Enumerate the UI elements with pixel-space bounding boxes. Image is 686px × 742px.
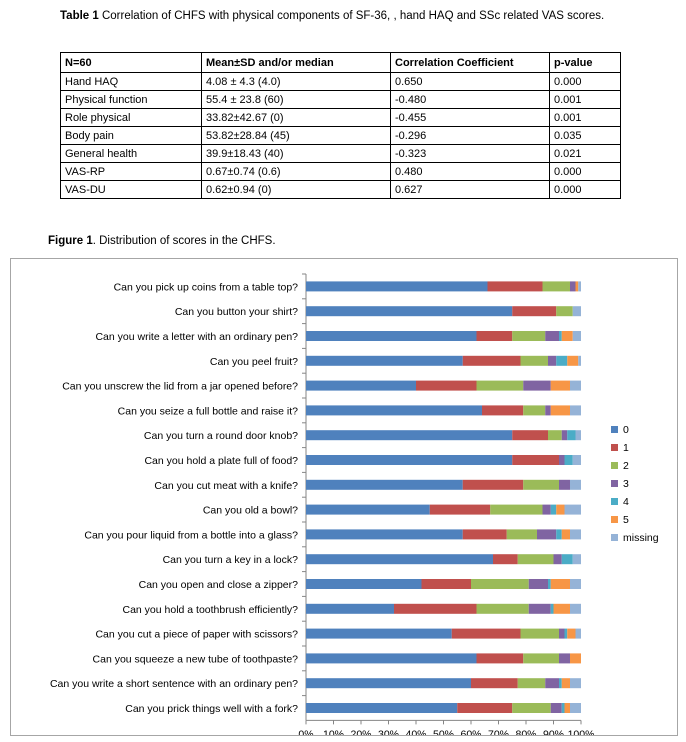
bar-segment-5 <box>554 604 571 614</box>
category-label: Can you pick up coins from a table top? <box>113 281 298 294</box>
bar-segment-4 <box>556 356 567 366</box>
bar-segment-1 <box>512 455 559 465</box>
legend-label: 5 <box>623 514 629 526</box>
bar-segment-missing <box>573 306 581 316</box>
table-cell: 53.82±28.84 (45) <box>202 127 391 145</box>
bar-segment-missing <box>576 629 582 639</box>
table-cell: 4.08 ± 4.3 (4.0) <box>202 73 391 91</box>
bar-segment-1 <box>463 356 521 366</box>
bar-segment-5 <box>562 678 570 688</box>
bar-segment-missing <box>570 529 581 539</box>
legend-label: missing <box>623 532 659 544</box>
table-cell: 33.82±42.67 (0) <box>202 109 391 127</box>
table-cell: -0.480 <box>391 91 550 109</box>
table-cell: Physical function <box>61 91 202 109</box>
bar-segment-4 <box>559 331 562 341</box>
stacked-bar-chart <box>11 259 677 735</box>
x-tick-label: 80% <box>515 728 537 735</box>
x-tick-label: 60% <box>460 728 482 735</box>
table-row <box>61 91 621 109</box>
bar-segment-missing <box>570 405 581 415</box>
bar-segment-1 <box>463 480 524 490</box>
correlation-table <box>60 52 621 199</box>
bar-segment-5 <box>562 529 570 539</box>
legend-label: 4 <box>623 496 629 508</box>
bar-segment-4 <box>565 455 573 465</box>
bar-segment-2 <box>523 405 545 415</box>
table-cell: -0.296 <box>391 127 550 145</box>
bar-segment-1 <box>416 381 477 391</box>
legend-label: 2 <box>623 460 629 472</box>
bar-segment-0 <box>306 604 394 614</box>
table-cell: -0.323 <box>391 145 550 163</box>
bar-segment-0 <box>306 554 493 564</box>
bar-segment-4 <box>556 529 562 539</box>
table-cell: 0.000 <box>550 73 621 91</box>
table-cell: General health <box>61 145 202 163</box>
table-cell: Role physical <box>61 109 202 127</box>
table-cell: 0.001 <box>550 91 621 109</box>
bar-segment-1 <box>452 629 521 639</box>
bar-segment-missing <box>570 579 581 589</box>
bar-segment-missing <box>578 356 581 366</box>
x-tick-label: 30% <box>377 728 400 735</box>
category-label: Can you squeeze a new tube of toothpaste? <box>92 653 298 666</box>
bar-segment-4 <box>559 678 562 688</box>
bar-segment-2 <box>521 356 549 366</box>
bar-segment-5 <box>551 579 570 589</box>
bar-segment-1 <box>477 331 513 341</box>
bar-segment-missing <box>570 480 581 490</box>
category-label: Can you turn a round door knob? <box>143 430 298 443</box>
table-header-row <box>61 53 621 73</box>
category-label: Can you cut a piece of paper with scissors? <box>95 628 298 641</box>
bar-segment-3 <box>545 405 551 415</box>
x-tick-label: 40% <box>405 728 427 735</box>
bar-segment-4 <box>567 430 575 440</box>
table-cell: 0.650 <box>391 73 550 91</box>
bar-segment-3 <box>570 281 576 291</box>
x-tick-label: 0% <box>298 728 314 735</box>
bar-segment-3 <box>551 703 562 713</box>
bar-segment-5 <box>567 356 578 366</box>
bar-segment-5 <box>576 281 579 291</box>
bar-segment-1 <box>488 281 543 291</box>
bar-segment-2 <box>523 480 559 490</box>
header-cell: N=60 <box>61 53 202 73</box>
category-label: Can you open and close a zipper? <box>138 579 298 591</box>
category-label: Can you unscrew the lid from a jar opened before? <box>62 380 298 393</box>
x-tick-label: 90% <box>542 728 565 735</box>
bar-segment-2 <box>477 381 524 391</box>
x-tick-label: 70% <box>487 728 510 735</box>
bar-segment-3 <box>545 331 559 341</box>
legend-swatch-1 <box>611 444 618 451</box>
category-label: Can you write a letter with an ordinary pen? <box>95 331 298 343</box>
category-label: Can you prick things well with a fork? <box>125 703 298 715</box>
table-caption <box>60 8 660 24</box>
bar-segment-1 <box>477 653 524 663</box>
bar-segment-2 <box>512 703 551 713</box>
bar-segment-1 <box>394 604 477 614</box>
table-row <box>61 181 621 199</box>
legend-swatch-3 <box>611 480 618 487</box>
bar-segment-0 <box>306 281 488 291</box>
table-cell: 0.62±0.94 (0) <box>202 181 391 199</box>
bar-segment-missing <box>573 331 581 341</box>
bar-segment-2 <box>543 281 571 291</box>
bar-segment-4 <box>562 554 573 564</box>
category-label: Can you button your shirt? <box>174 306 298 319</box>
legend-swatch-5 <box>611 516 618 523</box>
bar-segment-4 <box>548 579 551 589</box>
table-cell: 0.627 <box>391 181 550 199</box>
bar-segment-missing <box>570 678 581 688</box>
bar-segment-1 <box>471 678 518 688</box>
category-label: Can you hold a plate full of food? <box>144 455 298 467</box>
table-row <box>61 145 621 163</box>
bar-segment-missing <box>570 604 581 614</box>
bar-segment-3 <box>559 480 570 490</box>
header-cell: Correlation Coefficient <box>391 53 550 73</box>
table-cell: 0.67±0.74 (0.6) <box>202 163 391 181</box>
table-cell: 0.000 <box>550 163 621 181</box>
bar-segment-0 <box>306 306 512 316</box>
table-cell: -0.455 <box>391 109 550 127</box>
bar-segment-0 <box>306 629 452 639</box>
category-label: Can you peel fruit? <box>209 355 298 368</box>
table-cell: 0.021 <box>550 145 621 163</box>
bar-segment-5 <box>570 653 581 663</box>
bar-segment-5 <box>551 405 570 415</box>
table-cell: 0.001 <box>550 109 621 127</box>
bar-segment-4 <box>562 703 565 713</box>
bar-segment-4 <box>565 629 568 639</box>
bar-segment-5 <box>567 629 575 639</box>
figure-caption-text: . Distribution of scores in the CHFS. <box>92 235 276 247</box>
bar-segment-3 <box>559 629 565 639</box>
bar-segment-4 <box>551 604 554 614</box>
table-caption-text: Correlation of CHFS with physical components of SF-36, , hand HAQ and SSc related VAS scores. <box>101 10 605 22</box>
bar-segment-1 <box>463 529 507 539</box>
table-cell: VAS-DU <box>61 181 202 199</box>
bar-segment-0 <box>306 480 463 490</box>
bar-segment-0 <box>306 381 416 391</box>
bar-segment-3 <box>545 678 559 688</box>
bar-segment-3 <box>529 604 551 614</box>
bar-segment-2 <box>523 653 559 663</box>
bar-segment-1 <box>512 306 556 316</box>
bar-segment-3 <box>559 455 565 465</box>
header-cell: Mean±SD and/or median <box>202 53 391 73</box>
legend-label: 1 <box>623 442 629 454</box>
category-label: Can you cut meat with a knife? <box>154 479 298 492</box>
bar-segment-1 <box>493 554 518 564</box>
bar-segment-2 <box>490 505 542 515</box>
bar-segment-missing <box>578 281 581 291</box>
category-label: Can you write a short sentence with an ordinary pen? <box>49 678 298 691</box>
bar-segment-3 <box>559 653 570 663</box>
bar-segment-3 <box>523 381 551 391</box>
bar-segment-1 <box>482 405 523 415</box>
bar-segment-1 <box>422 579 472 589</box>
bar-segment-missing <box>570 381 581 391</box>
bar-segment-2 <box>518 554 554 564</box>
bar-segment-missing <box>565 505 582 515</box>
bar-segment-0 <box>306 678 471 688</box>
bar-segment-3 <box>554 554 562 564</box>
table-cell: 55.4 ± 23.8 (60) <box>202 91 391 109</box>
bar-segment-3 <box>548 356 556 366</box>
bar-segment-2 <box>518 678 546 688</box>
table-cell: 39.9±18.43 (40) <box>202 145 391 163</box>
bar-segment-2 <box>471 579 529 589</box>
chart-frame <box>10 258 678 736</box>
category-label: Can you hold a toothbrush efficiently? <box>122 603 298 616</box>
bar-segment-2 <box>548 430 562 440</box>
bar-segment-1 <box>430 505 491 515</box>
bar-segment-2 <box>521 629 560 639</box>
x-tick-label: 50% <box>432 728 455 735</box>
bar-segment-3 <box>543 505 551 515</box>
table-row <box>61 109 621 127</box>
bar-segment-5 <box>551 381 570 391</box>
bar-segment-0 <box>306 653 477 663</box>
bar-segment-0 <box>306 430 512 440</box>
table-cell: 0.480 <box>391 163 550 181</box>
category-label: Can you turn a key in a lock? <box>162 554 298 567</box>
bar-segment-0 <box>306 505 430 515</box>
bar-segment-3 <box>537 529 556 539</box>
table-cell: Body pain <box>61 127 202 145</box>
table-cell: Hand HAQ <box>61 73 202 91</box>
legend-swatch-2 <box>611 462 618 469</box>
table-cell: VAS-RP <box>61 163 202 181</box>
table-row <box>61 73 621 91</box>
table-cell: 0.035 <box>550 127 621 145</box>
bar-segment-missing <box>576 430 582 440</box>
bar-segment-2 <box>477 604 529 614</box>
bar-segment-1 <box>512 430 548 440</box>
bar-segment-2 <box>556 306 573 316</box>
bar-segment-2 <box>512 331 545 341</box>
x-tick-label: 20% <box>350 728 372 735</box>
header-cell: p-value <box>550 53 621 73</box>
bar-segment-3 <box>529 579 548 589</box>
bar-segment-5 <box>565 703 571 713</box>
legend-label: 3 <box>623 478 629 490</box>
bar-segment-missing <box>573 554 581 564</box>
table-cell: 0.000 <box>550 181 621 199</box>
legend-swatch-4 <box>611 498 618 505</box>
table-row <box>61 163 621 181</box>
bar-segment-0 <box>306 579 422 589</box>
legend-label: 0 <box>623 424 629 436</box>
bar-segment-5 <box>562 331 573 341</box>
category-label: Can you old a bowl? <box>202 504 298 517</box>
bar-segment-5 <box>556 505 564 515</box>
bar-segment-0 <box>306 405 482 415</box>
bar-segment-missing <box>573 455 581 465</box>
figure-caption <box>48 235 276 247</box>
bar-segment-0 <box>306 331 477 341</box>
legend-swatch-0 <box>611 426 618 433</box>
table-row <box>61 127 621 145</box>
bar-segment-3 <box>562 430 568 440</box>
x-tick-label: 10% <box>322 728 345 735</box>
category-label: Can you seize a full bottle and raise it? <box>117 405 298 418</box>
bar-segment-0 <box>306 529 463 539</box>
bar-segment-0 <box>306 356 463 366</box>
bar-segment-0 <box>306 455 512 465</box>
bar-segment-missing <box>570 703 581 713</box>
bar-segment-4 <box>551 505 557 515</box>
table-caption-label: Table 1 <box>60 10 99 22</box>
bar-segment-2 <box>507 529 537 539</box>
bar-segment-1 <box>457 703 512 713</box>
bar-segment-0 <box>306 703 457 713</box>
figure-caption-label: Figure 1 <box>48 235 93 247</box>
category-label: Can you pour liquid from a bottle into a glass? <box>84 529 298 542</box>
legend-swatch-missing <box>611 534 618 541</box>
x-tick-label: 100% <box>567 728 595 735</box>
